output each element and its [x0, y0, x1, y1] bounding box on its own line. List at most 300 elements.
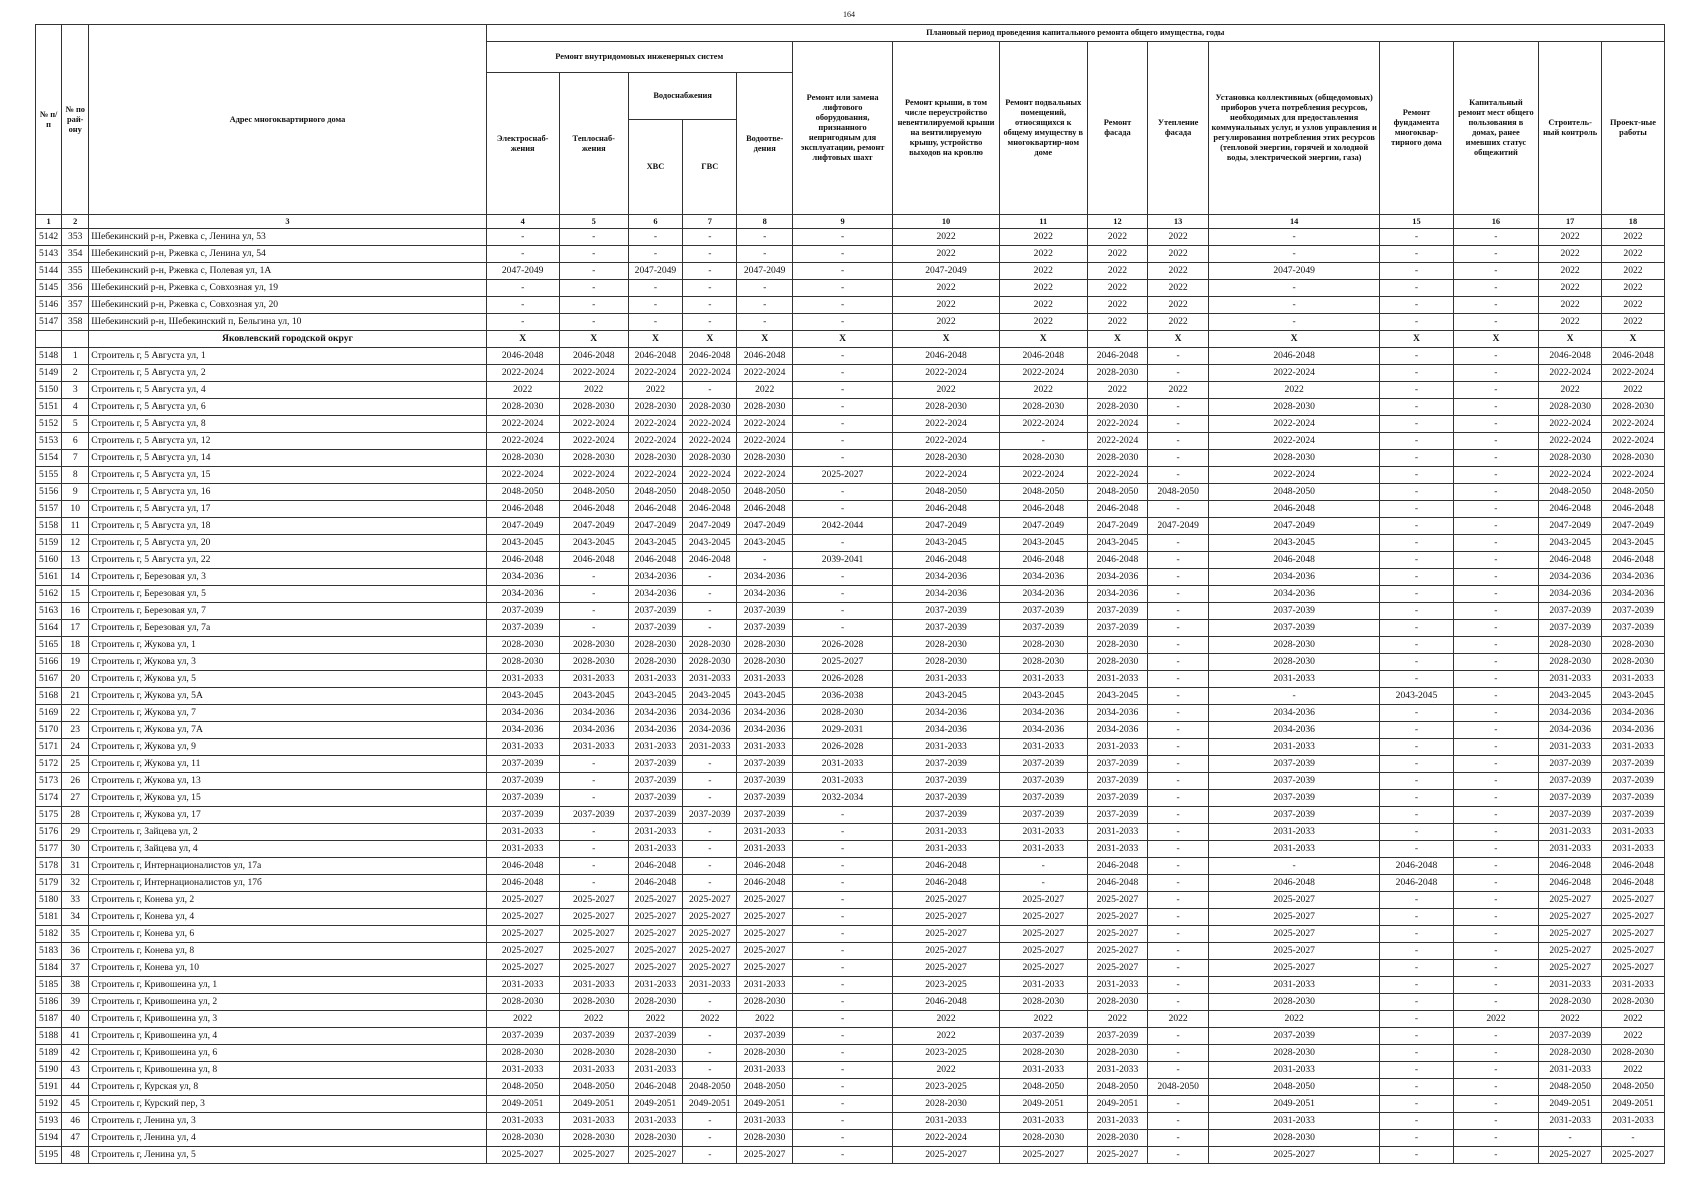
table-cell: 2049-2051 — [1087, 1096, 1148, 1113]
table-cell: 2037-2039 — [559, 807, 628, 824]
table-cell: 2037-2039 — [1087, 603, 1148, 620]
table-cell: 2034-2036 — [999, 586, 1087, 603]
table-cell: 5192 — [36, 1096, 62, 1113]
table-cell: X — [1539, 331, 1602, 348]
table-cell: - — [1453, 705, 1539, 722]
table-cell: 5166 — [36, 654, 62, 671]
table-cell: 2031-2033 — [1601, 739, 1664, 756]
table-cell: 2046-2048 — [1208, 501, 1379, 518]
table-cell: 2034-2036 — [1601, 569, 1664, 586]
table-cell: 38 — [62, 977, 89, 994]
table-row — [36, 773, 1665, 790]
table-cell: - — [1453, 1113, 1539, 1130]
table-cell: - — [737, 246, 792, 263]
table-cell: - — [1148, 586, 1209, 603]
table-cell: 2031-2033 — [999, 824, 1087, 841]
table-cell: 2046-2048 — [559, 348, 628, 365]
table-cell: 2047-2049 — [1539, 518, 1602, 535]
table-cell: 5171 — [36, 739, 62, 756]
table-cell: 2025-2027 — [737, 960, 792, 977]
table-cell: - — [792, 501, 892, 518]
table-cell: 5187 — [36, 1011, 62, 1028]
table-cell: 2031-2033 — [1601, 671, 1664, 688]
table-cell: 10 — [62, 501, 89, 518]
table-cell: 2037-2039 — [1208, 1028, 1379, 1045]
table-cell: 2037-2039 — [1539, 756, 1602, 773]
table-cell: 2036-2038 — [792, 688, 892, 705]
table-cell: 2 — [62, 365, 89, 382]
table-cell: 2034-2036 — [1208, 705, 1379, 722]
table-cell: 2031-2033 — [1208, 824, 1379, 841]
table-cell: 13 — [62, 552, 89, 569]
address-cell: Строитель г, Жукова ул, 17 — [89, 807, 486, 824]
table-cell: 2025-2027 — [683, 943, 737, 960]
table-cell: - — [1380, 569, 1453, 586]
table-cell: - — [559, 756, 628, 773]
table-cell: 2022-2024 — [559, 467, 628, 484]
table-cell: - — [559, 790, 628, 807]
table-cell: - — [1453, 1045, 1539, 1062]
header-common-places: Капитальный ремонт мест общего пользования в домах, ранее имевших статус общежитий — [1453, 42, 1539, 215]
table-cell: 2037-2039 — [486, 807, 559, 824]
table-cell: 2047-2049 — [1148, 518, 1209, 535]
table-cell: - — [1380, 246, 1453, 263]
column-number-row — [36, 215, 1665, 229]
table-row — [36, 263, 1665, 280]
table-cell: 2022-2024 — [683, 365, 737, 382]
table-cell: - — [1453, 943, 1539, 960]
table-cell: 2022 — [1601, 1011, 1664, 1028]
table-row — [36, 943, 1665, 960]
table-cell: - — [1380, 773, 1453, 790]
table-cell: 2022 — [1148, 1011, 1209, 1028]
table-cell: - — [1453, 280, 1539, 297]
table-cell: 2047-2049 — [1601, 518, 1664, 535]
address-cell: Строитель г, 5 Августа ул, 12 — [89, 433, 486, 450]
table-cell: - — [486, 229, 559, 246]
table-row — [36, 892, 1665, 909]
address-cell: Строитель г, 5 Августа ул, 17 — [89, 501, 486, 518]
table-cell: 2028-2030 — [683, 399, 737, 416]
table-cell: 2031-2033 — [737, 671, 792, 688]
table-cell: 2028-2030 — [893, 450, 1000, 467]
table-cell: 2031-2033 — [1539, 739, 1602, 756]
address-cell: Строитель г, Березовая ул, 7 — [89, 603, 486, 620]
table-cell: 2022-2024 — [1087, 467, 1148, 484]
table-cell: 2028-2030 — [1539, 450, 1602, 467]
table-cell: 2028-2030 — [559, 637, 628, 654]
table-row — [36, 314, 1665, 331]
table-cell: 2022 — [893, 246, 1000, 263]
table-cell: 2048-2050 — [559, 1079, 628, 1096]
table-cell: 2028-2030 — [628, 654, 682, 671]
table-cell: 5174 — [36, 790, 62, 807]
table-cell: 5161 — [36, 569, 62, 586]
table-cell: 2037-2039 — [1601, 603, 1664, 620]
table-cell: X — [1453, 331, 1539, 348]
table-cell: 2031-2033 — [737, 824, 792, 841]
table-cell: 2022 — [1087, 263, 1148, 280]
table-cell: 2046-2048 — [559, 552, 628, 569]
table-cell: - — [1208, 280, 1379, 297]
table-cell: 2025-2027 — [737, 892, 792, 909]
address-cell: Строитель г, Жукова ул, 15 — [89, 790, 486, 807]
table-cell: 2028-2030 — [1601, 637, 1664, 654]
table-cell: 2028-2030 — [999, 1045, 1087, 1062]
table-cell: 2028-2030 — [1087, 365, 1148, 382]
table-cell: - — [1380, 535, 1453, 552]
table-row — [36, 977, 1665, 994]
table-cell: - — [1380, 722, 1453, 739]
table-cell: 2022-2024 — [628, 365, 682, 382]
table-cell: 2028-2030 — [737, 1045, 792, 1062]
table-cell: - — [792, 348, 892, 365]
table-cell: - — [792, 1096, 892, 1113]
address-cell: Строитель г, Кривошеина ул, 2 — [89, 994, 486, 1011]
table-row — [36, 348, 1665, 365]
table-cell: 24 — [62, 739, 89, 756]
address-cell: Строитель г, Курский пер, 3 — [89, 1096, 486, 1113]
table-cell: 2022-2024 — [1087, 416, 1148, 433]
table-cell: 2031-2033 — [999, 977, 1087, 994]
table-cell: 2022 — [999, 246, 1087, 263]
table-cell: 2022 — [1539, 229, 1602, 246]
table-cell: 2028-2030 — [628, 994, 682, 1011]
table-cell: 2034-2036 — [999, 569, 1087, 586]
table-cell: 2022 — [1453, 1011, 1539, 1028]
table-cell: 2037-2039 — [628, 773, 682, 790]
table-cell: 2022-2024 — [1539, 365, 1602, 382]
table-cell: 357 — [62, 297, 89, 314]
table-cell: 2022-2024 — [1601, 433, 1664, 450]
table-cell: 2031-2033 — [1601, 977, 1664, 994]
table-cell: 2025-2027 — [1539, 892, 1602, 909]
table-cell: 2031-2033 — [737, 977, 792, 994]
table-cell: - — [1380, 450, 1453, 467]
table-cell: - — [792, 314, 892, 331]
table-cell: 2046-2048 — [1087, 348, 1148, 365]
table-cell: 1 — [62, 348, 89, 365]
table-cell: 5164 — [36, 620, 62, 637]
table-cell: 2037-2039 — [737, 603, 792, 620]
table-cell: 2028-2030 — [999, 994, 1087, 1011]
column-number: 11 — [999, 215, 1087, 229]
table-cell: - — [999, 433, 1087, 450]
table-cell: 2049-2051 — [559, 1096, 628, 1113]
table-cell: 2031-2033 — [486, 824, 559, 841]
table-cell: - — [792, 620, 892, 637]
table-cell: 2039-2041 — [792, 552, 892, 569]
table-cell: - — [1148, 348, 1209, 365]
table-cell: - — [1380, 705, 1453, 722]
table-cell: 5193 — [36, 1113, 62, 1130]
table-cell: 2028-2030 — [683, 450, 737, 467]
table-cell: 2022-2024 — [559, 433, 628, 450]
table-cell: 2025-2027 — [1087, 909, 1148, 926]
table-cell: - — [1453, 1130, 1539, 1147]
table-cell: 2046-2048 — [1380, 858, 1453, 875]
table-cell: 2046-2048 — [1601, 552, 1664, 569]
table-cell: 2048-2050 — [1148, 1079, 1209, 1096]
table-cell: 2022 — [893, 314, 1000, 331]
table-cell: 2046-2048 — [737, 858, 792, 875]
table-cell: 2022-2024 — [486, 416, 559, 433]
table-cell: 2031-2033 — [1087, 841, 1148, 858]
table-cell: - — [792, 1079, 892, 1096]
table-cell: 2028-2030 — [486, 399, 559, 416]
address-cell: Строитель г, 5 Августа ул, 20 — [89, 535, 486, 552]
table-cell: 2046-2048 — [999, 501, 1087, 518]
table-cell: - — [1453, 501, 1539, 518]
table-cell: 2048-2050 — [486, 484, 559, 501]
table-cell: 40 — [62, 1011, 89, 1028]
table-cell: 2022-2024 — [737, 467, 792, 484]
table-cell: 2034-2036 — [1087, 705, 1148, 722]
table-cell: 2025-2027 — [486, 960, 559, 977]
table-cell: - — [1148, 739, 1209, 756]
table-cell: 5154 — [36, 450, 62, 467]
table-cell: - — [1148, 1113, 1209, 1130]
table-cell: 2025-2027 — [628, 892, 682, 909]
table-cell: 2025-2027 — [893, 909, 1000, 926]
table-cell: 2028-2030 — [792, 705, 892, 722]
table-cell: 2034-2036 — [559, 705, 628, 722]
table-cell: 2031-2033 — [683, 977, 737, 994]
table-cell: 2046-2048 — [1601, 501, 1664, 518]
table-cell: - — [559, 280, 628, 297]
table-cell: 2037-2039 — [683, 807, 737, 824]
table-cell: X — [999, 331, 1087, 348]
table-cell: 2031-2033 — [559, 1062, 628, 1079]
table-cell: - — [792, 1147, 892, 1164]
table-cell: 26 — [62, 773, 89, 790]
table-cell: 2043-2045 — [1539, 535, 1602, 552]
table-cell: 2046-2048 — [1539, 552, 1602, 569]
table-cell: 2031-2033 — [628, 841, 682, 858]
table-cell: - — [792, 807, 892, 824]
district-name: Яковлевский городской округ — [89, 331, 486, 348]
table-cell: 2043-2045 — [1539, 688, 1602, 705]
table-cell: - — [1380, 467, 1453, 484]
table-cell: 2037-2039 — [486, 756, 559, 773]
table-cell: 2022-2024 — [683, 433, 737, 450]
address-cell: Строитель г, Ленина ул, 3 — [89, 1113, 486, 1130]
address-cell: Строитель г, Березовая ул, 5 — [89, 586, 486, 603]
table-cell: 2048-2050 — [1539, 484, 1602, 501]
table-cell: - — [1148, 1028, 1209, 1045]
table-cell: 2046-2048 — [628, 858, 682, 875]
address-cell: Шебекинский р-н, Ржевка с, Ленина ул, 54 — [89, 246, 486, 263]
table-cell: 2037-2039 — [1208, 807, 1379, 824]
table-cell: - — [1148, 926, 1209, 943]
table-cell: 2034-2036 — [1087, 586, 1148, 603]
table-cell: 5143 — [36, 246, 62, 263]
table-cell: 5175 — [36, 807, 62, 824]
table-cell: 2028-2030 — [1539, 994, 1602, 1011]
header-elevator: Ремонт или замена лифтового оборудования, признанного непригодным для эксплуатации, ремонт лифтовых шахт — [792, 42, 892, 215]
table-cell: 19 — [62, 654, 89, 671]
table-cell: 2022 — [893, 382, 1000, 399]
table-cell: 2025-2027 — [1208, 960, 1379, 977]
address-cell: Шебекинский р-н, Ржевка с, Совхозная ул, 20 — [89, 297, 486, 314]
column-number: 7 — [683, 215, 737, 229]
table-cell: 2049-2051 — [628, 1096, 682, 1113]
table-cell: 2031-2033 — [999, 1113, 1087, 1130]
table-cell: 2031-2033 — [628, 1113, 682, 1130]
table-cell: 2034-2036 — [737, 722, 792, 739]
table-cell: - — [1453, 824, 1539, 841]
table-cell: 2046-2048 — [1087, 875, 1148, 892]
table-cell: 2043-2045 — [1601, 535, 1664, 552]
address-cell: Строитель г, Жукова ул, 5 — [89, 671, 486, 688]
table-row — [36, 416, 1665, 433]
address-cell: Строитель г, 5 Августа ул, 16 — [89, 484, 486, 501]
table-cell: 2028-2030 — [1087, 450, 1148, 467]
table-cell: 2028-2030 — [893, 637, 1000, 654]
table-cell: 2046-2048 — [737, 501, 792, 518]
table-cell: 2022 — [999, 314, 1087, 331]
table-cell: 2028-2030 — [893, 399, 1000, 416]
table-cell: 41 — [62, 1028, 89, 1045]
table-cell: X — [1601, 331, 1664, 348]
table-cell: 2046-2048 — [1087, 552, 1148, 569]
table-cell: 2022 — [737, 1011, 792, 1028]
table-cell: 2037-2039 — [628, 756, 682, 773]
table-cell: 2034-2036 — [628, 586, 682, 603]
table-cell: 5162 — [36, 586, 62, 603]
table-cell: 2028-2030 — [1208, 637, 1379, 654]
table-cell: - — [792, 892, 892, 909]
table-cell: 2022 — [1087, 229, 1148, 246]
table-cell: 2046-2048 — [893, 994, 1000, 1011]
header-electricity: Электроснаб-жения — [486, 73, 559, 215]
table-cell: - — [1380, 314, 1453, 331]
table-cell: - — [683, 382, 737, 399]
table-cell: 27 — [62, 790, 89, 807]
address-cell: Строитель г, Жукова ул, 7 — [89, 705, 486, 722]
table-cell: 5167 — [36, 671, 62, 688]
table-cell: 2022 — [1087, 297, 1148, 314]
address-cell: Строитель г, Жукова ул, 11 — [89, 756, 486, 773]
table-row — [36, 1079, 1665, 1096]
table-cell: 2028-2030 — [893, 654, 1000, 671]
table-cell: 2037-2039 — [999, 807, 1087, 824]
table-cell: 2022 — [893, 1011, 1000, 1028]
table-cell: 2028-2030 — [628, 399, 682, 416]
table-cell: 2034-2036 — [893, 705, 1000, 722]
table-cell: - — [1453, 450, 1539, 467]
table-cell: 2043-2045 — [559, 535, 628, 552]
address-cell: Строитель г, Жукова ул, 1 — [89, 637, 486, 654]
table-cell: 2025-2027 — [893, 960, 1000, 977]
table-cell: 2022 — [1601, 1028, 1664, 1045]
address-cell: Строитель г, Конева ул, 10 — [89, 960, 486, 977]
table-cell: - — [1148, 960, 1209, 977]
table-cell: 2031-2033 — [1208, 977, 1379, 994]
table-cell: 2031-2033 — [486, 671, 559, 688]
table-cell: - — [1148, 875, 1209, 892]
table-cell: 2034-2036 — [486, 586, 559, 603]
table-cell: 5184 — [36, 960, 62, 977]
table-cell: 2046-2048 — [1539, 875, 1602, 892]
table-cell: 2022-2024 — [1601, 365, 1664, 382]
table-cell: - — [1453, 1062, 1539, 1079]
table-cell: 2025-2027 — [893, 943, 1000, 960]
table-cell: 2031-2033 — [628, 671, 682, 688]
table-cell: 2047-2049 — [486, 263, 559, 280]
table-cell: 2034-2036 — [559, 722, 628, 739]
table-cell: 2037-2039 — [737, 1028, 792, 1045]
table-cell: 28 — [62, 807, 89, 824]
table-cell: X — [1148, 331, 1209, 348]
table-cell: 2022 — [999, 263, 1087, 280]
table-cell: - — [1453, 671, 1539, 688]
table-cell: - — [683, 569, 737, 586]
table-cell: 2025-2027 — [559, 943, 628, 960]
table-cell: - — [1380, 416, 1453, 433]
table-cell: - — [1380, 654, 1453, 671]
column-number: 8 — [737, 215, 792, 229]
table-cell: 2031-2033 — [628, 977, 682, 994]
table-cell: 2022 — [1539, 263, 1602, 280]
table-cell: 2031-2033 — [1539, 824, 1602, 841]
table-cell: 2034-2036 — [1539, 722, 1602, 739]
table-cell: 2022 — [1539, 280, 1602, 297]
table-cell: 2047-2049 — [628, 518, 682, 535]
address-cell: Строитель г, Ленина ул, 5 — [89, 1147, 486, 1164]
table-cell: 2028-2030 — [1087, 994, 1148, 1011]
table-cell: 2025-2027 — [999, 909, 1087, 926]
table-cell: 2031-2033 — [1539, 977, 1602, 994]
table-cell: - — [1380, 926, 1453, 943]
table-cell: 5148 — [36, 348, 62, 365]
table-cell: - — [683, 790, 737, 807]
table-cell: - — [792, 1045, 892, 1062]
table-cell: 2028-2030 — [628, 1045, 682, 1062]
table-cell: 2031-2033 — [999, 671, 1087, 688]
table-cell: 2022-2024 — [893, 1130, 1000, 1147]
table-cell: - — [683, 586, 737, 603]
table-cell: 2046-2048 — [1087, 501, 1148, 518]
table-cell: - — [1453, 229, 1539, 246]
table-cell: 2037-2039 — [1208, 620, 1379, 637]
table-cell: - — [792, 1130, 892, 1147]
header-design: Проект-ные работы — [1601, 42, 1664, 215]
table-cell: 2028-2030 — [1208, 1130, 1379, 1147]
table-cell: 2022 — [1539, 297, 1602, 314]
header-roof: Ремонт крыши, в том числе переустройство невентилируемой крыши на вентилируемую крышу, устройство выходов на кровлю — [893, 42, 1000, 215]
table-cell: 2037-2039 — [893, 756, 1000, 773]
table-cell: 2028-2030 — [1208, 1045, 1379, 1062]
table-cell: 2022-2024 — [628, 416, 682, 433]
table-cell: 21 — [62, 688, 89, 705]
table-cell: 2046-2048 — [628, 1079, 682, 1096]
table-cell: - — [559, 229, 628, 246]
header-address: Адрес многоквартирного дома — [89, 25, 486, 215]
table-cell: 2046-2048 — [486, 501, 559, 518]
table-cell: X — [1208, 331, 1379, 348]
table-cell: - — [1453, 807, 1539, 824]
table-cell: 2022-2024 — [893, 365, 1000, 382]
table-cell: - — [792, 994, 892, 1011]
table-cell: 2046-2048 — [1601, 348, 1664, 365]
table-cell: - — [1453, 756, 1539, 773]
table-cell: 2022-2024 — [1208, 365, 1379, 382]
table-cell: 2031-2033 — [999, 739, 1087, 756]
table-cell: 2034-2036 — [893, 569, 1000, 586]
table-cell: - — [1380, 756, 1453, 773]
table-cell: - — [1453, 739, 1539, 756]
